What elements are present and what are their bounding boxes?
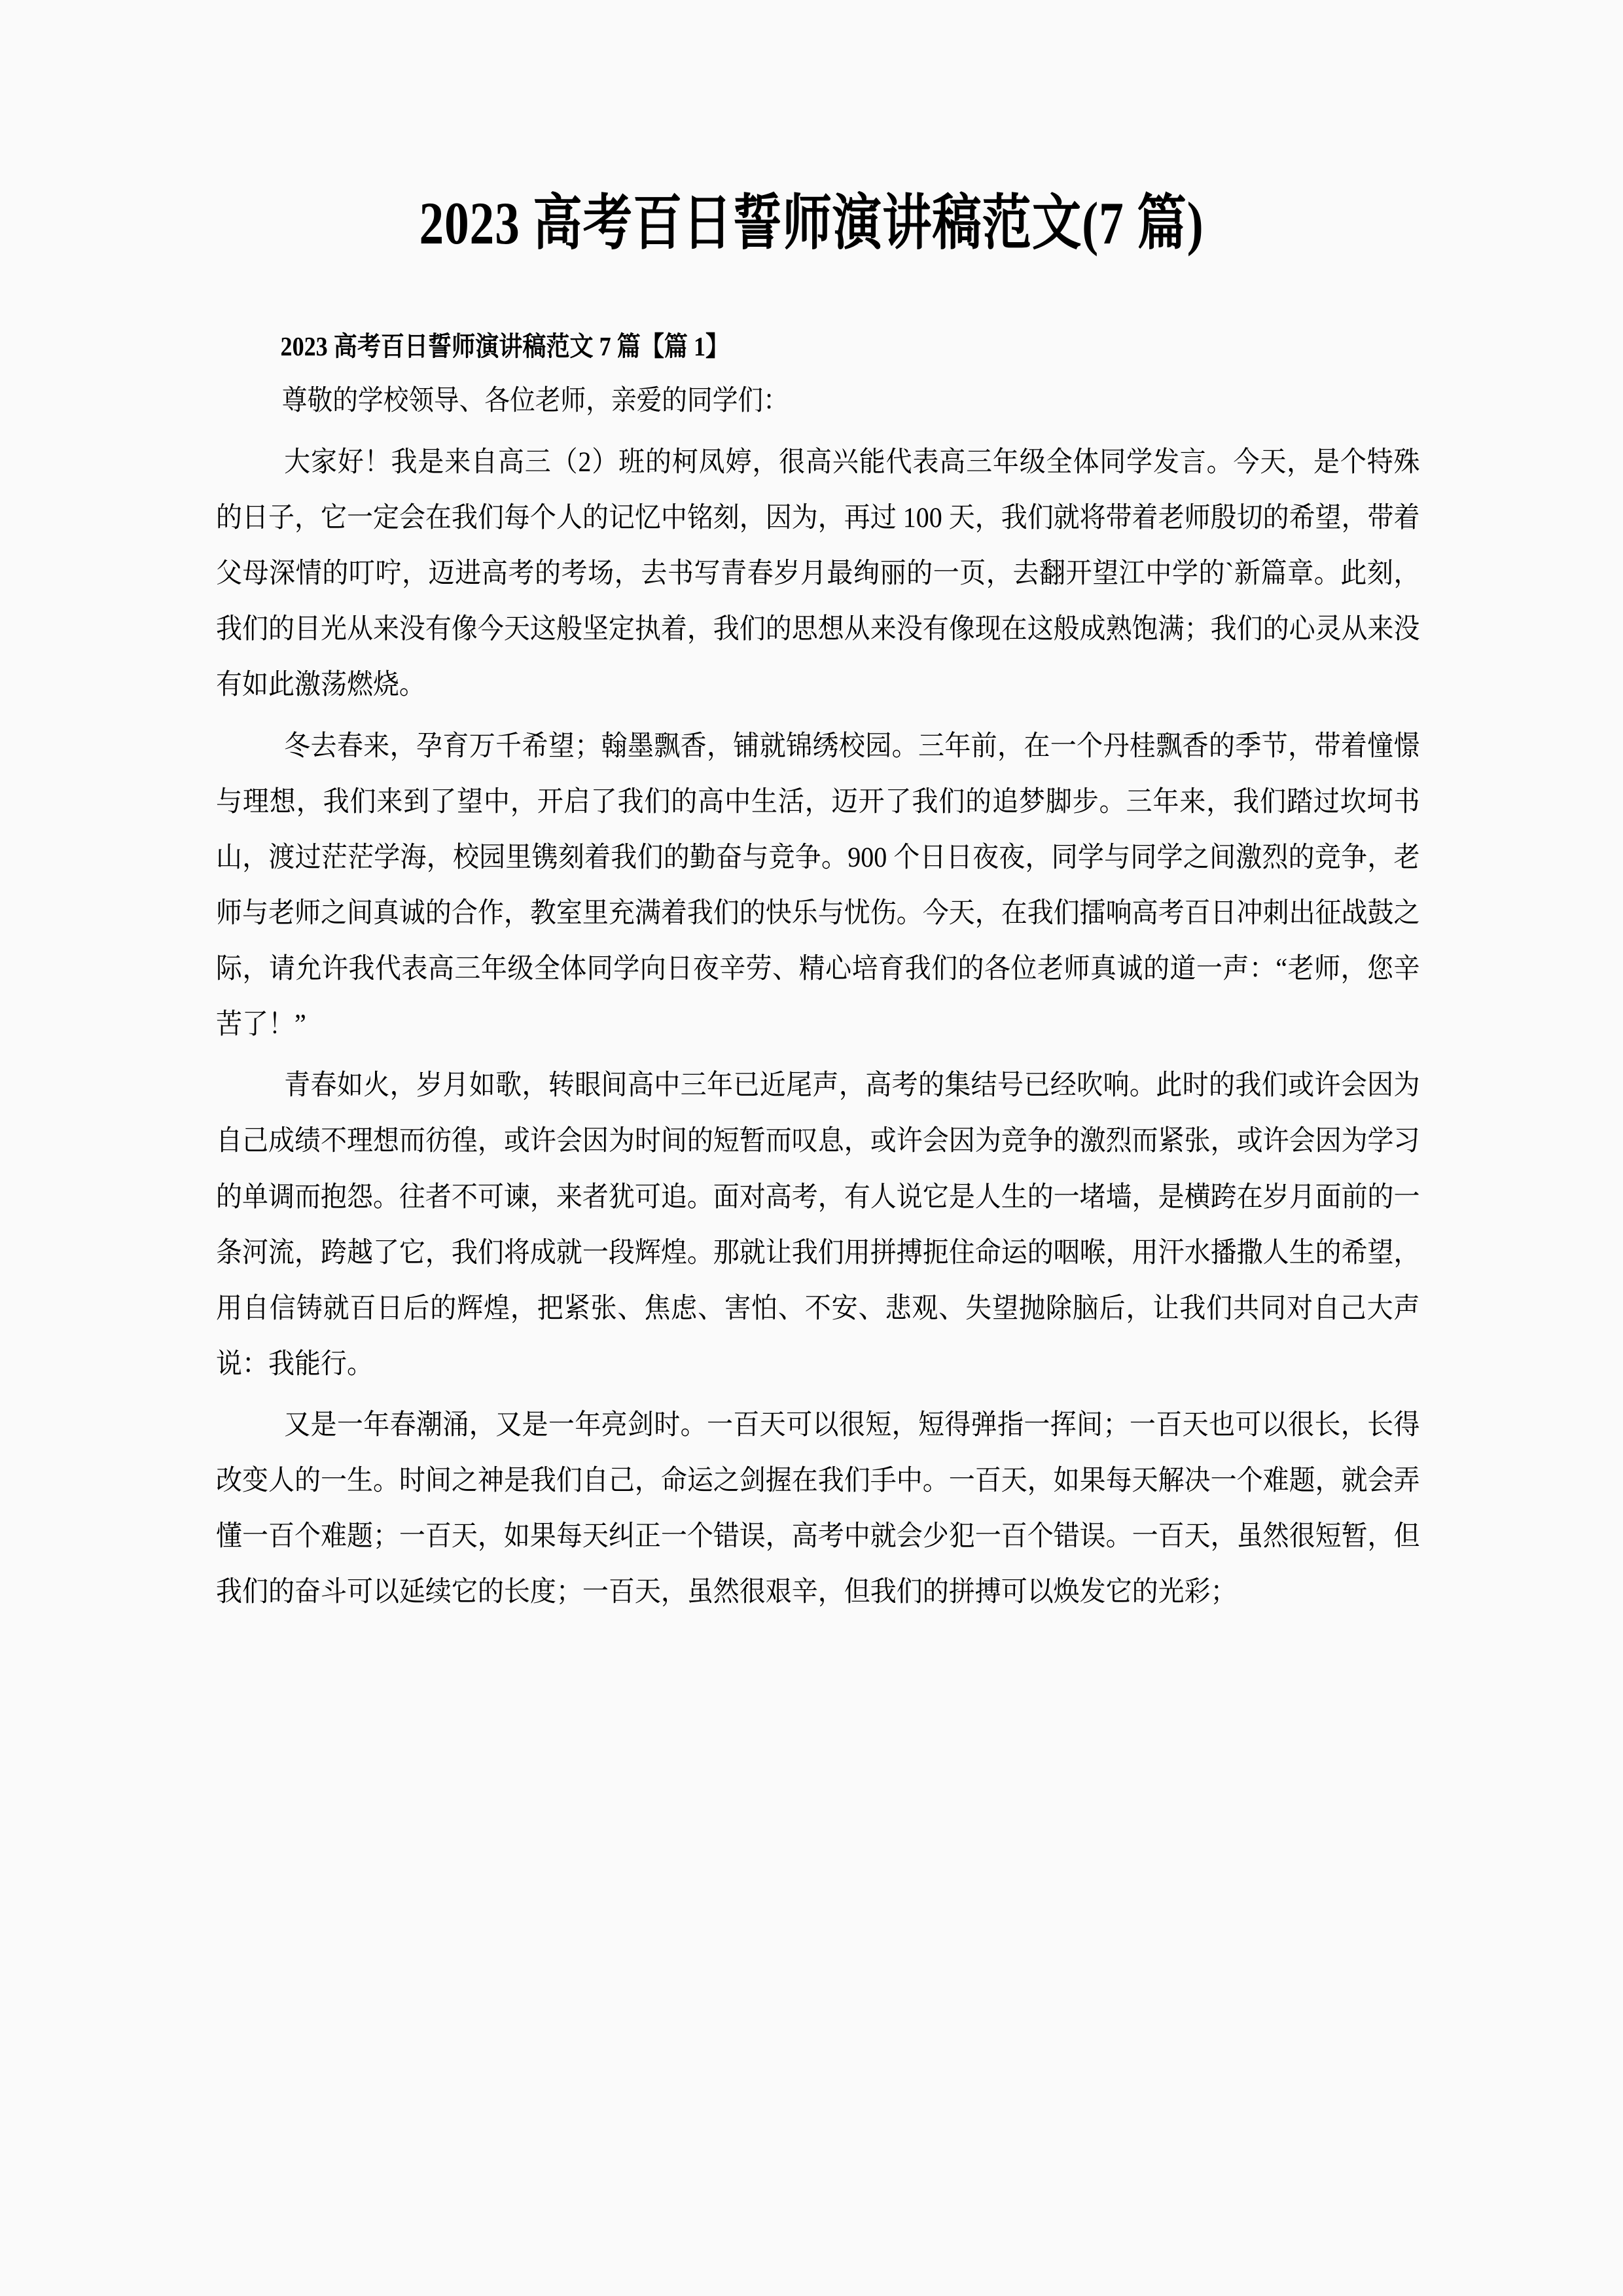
body-paragraph: 冬去春来，孕育万千希望；翰墨飘香，铺就锦绣校园。三年前，在一个丹桂飘香的季节，带着憧憬与理想，我们来到了望中，开启了我们的高中生活，迈开了我们的追梦脚步。三年来，我们踏过坎坷书山，渡过茫茫学海，校园里镌刻着我们的勤奋与竞争。900 个日日夜夜，同学与同学之间激烈的竞争，老师与老师之间真诚的合作，教室里充满着我们的快乐与忧伤。今天，在我们擂响高考百日冲刺出征战鼓之际，请允许我代表高三年级全体同学向日夜辛劳、精心培育我们的各位老师真诚的道一声：“老师，您辛苦了！” [216,730,1420,1041]
body-paragraph: 又是一年春潮涌，又是一年亮剑时。一百天可以很短，短得弹指一挥间；一百天也可以很长，长得改变人的一生。时间之神是我们自己，命运之剑握在我们手中。一百天，如果每天解决一个难题，就会弄懂一百个难题；一百天，如果每天纠正一个错误，高考中就会少犯一百个错误。一百天，虽然很短暂，但我们的奋斗可以延续它的长度；一百天，虽然很艰辛，但我们的拼搏可以焕发它的光彩； [216,1410,1420,1608]
body-paragraph: 青春如火，岁月如歌，转眼间高中三年已近尾声，高考的集结号已经吹响。此时的我们或许会因为自己成绩不理想而彷徨，或许会因为时间的短暂而叹息，或许会因为竞争的激烈而紧张，或许会因为学习的单调而抱怨。往者不可谏，来者犹可追。面对高考，有人说它是人生的一堵墙，是横跨在岁月面前的一条河流，跨越了它，我们将成就一段辉煌。那就让我们用拼搏扼住命运的咽喉，用汗水播撒人生的希望，用自信铸就百日后的辉煌，把紧张、焦虑、害怕、不安、悲观、失望抛除脑后，让我们共同对自己大声说：我能行。 [216,1070,1420,1380]
document-body [216,327,1420,1621]
document-subtitle: 2023 高考百日誓师演讲稿范文 7 篇【篇 1】 [280,331,730,361]
page-title: 2023 高考百日誓师演讲稿范文(7 篇) [419,190,1204,257]
salutation-line: 尊敬的学校领导、各位老师，亲爱的同学们： [281,386,789,417]
body-paragraph: 大家好！我是来自高三（2）班的柯凤婷，很高兴能代表高三年级全体同学发言。今天，是个特殊的日子，它一定会在我们每个人的记忆中铭刻，因为，再过 100 天，我们就将带着老师殷切的希望，带着父母深情的叮咛，迈进高考的考场，去书写青春岁月最绚丽的一页，去翻开望江中学的`新篇章。此刻，我们的目光从来没有像今天这般坚定执着，我们的思想从来没有像现在这般成熟饱满；我们的心灵从来没有如此激荡燃烧。 [216,446,1420,701]
